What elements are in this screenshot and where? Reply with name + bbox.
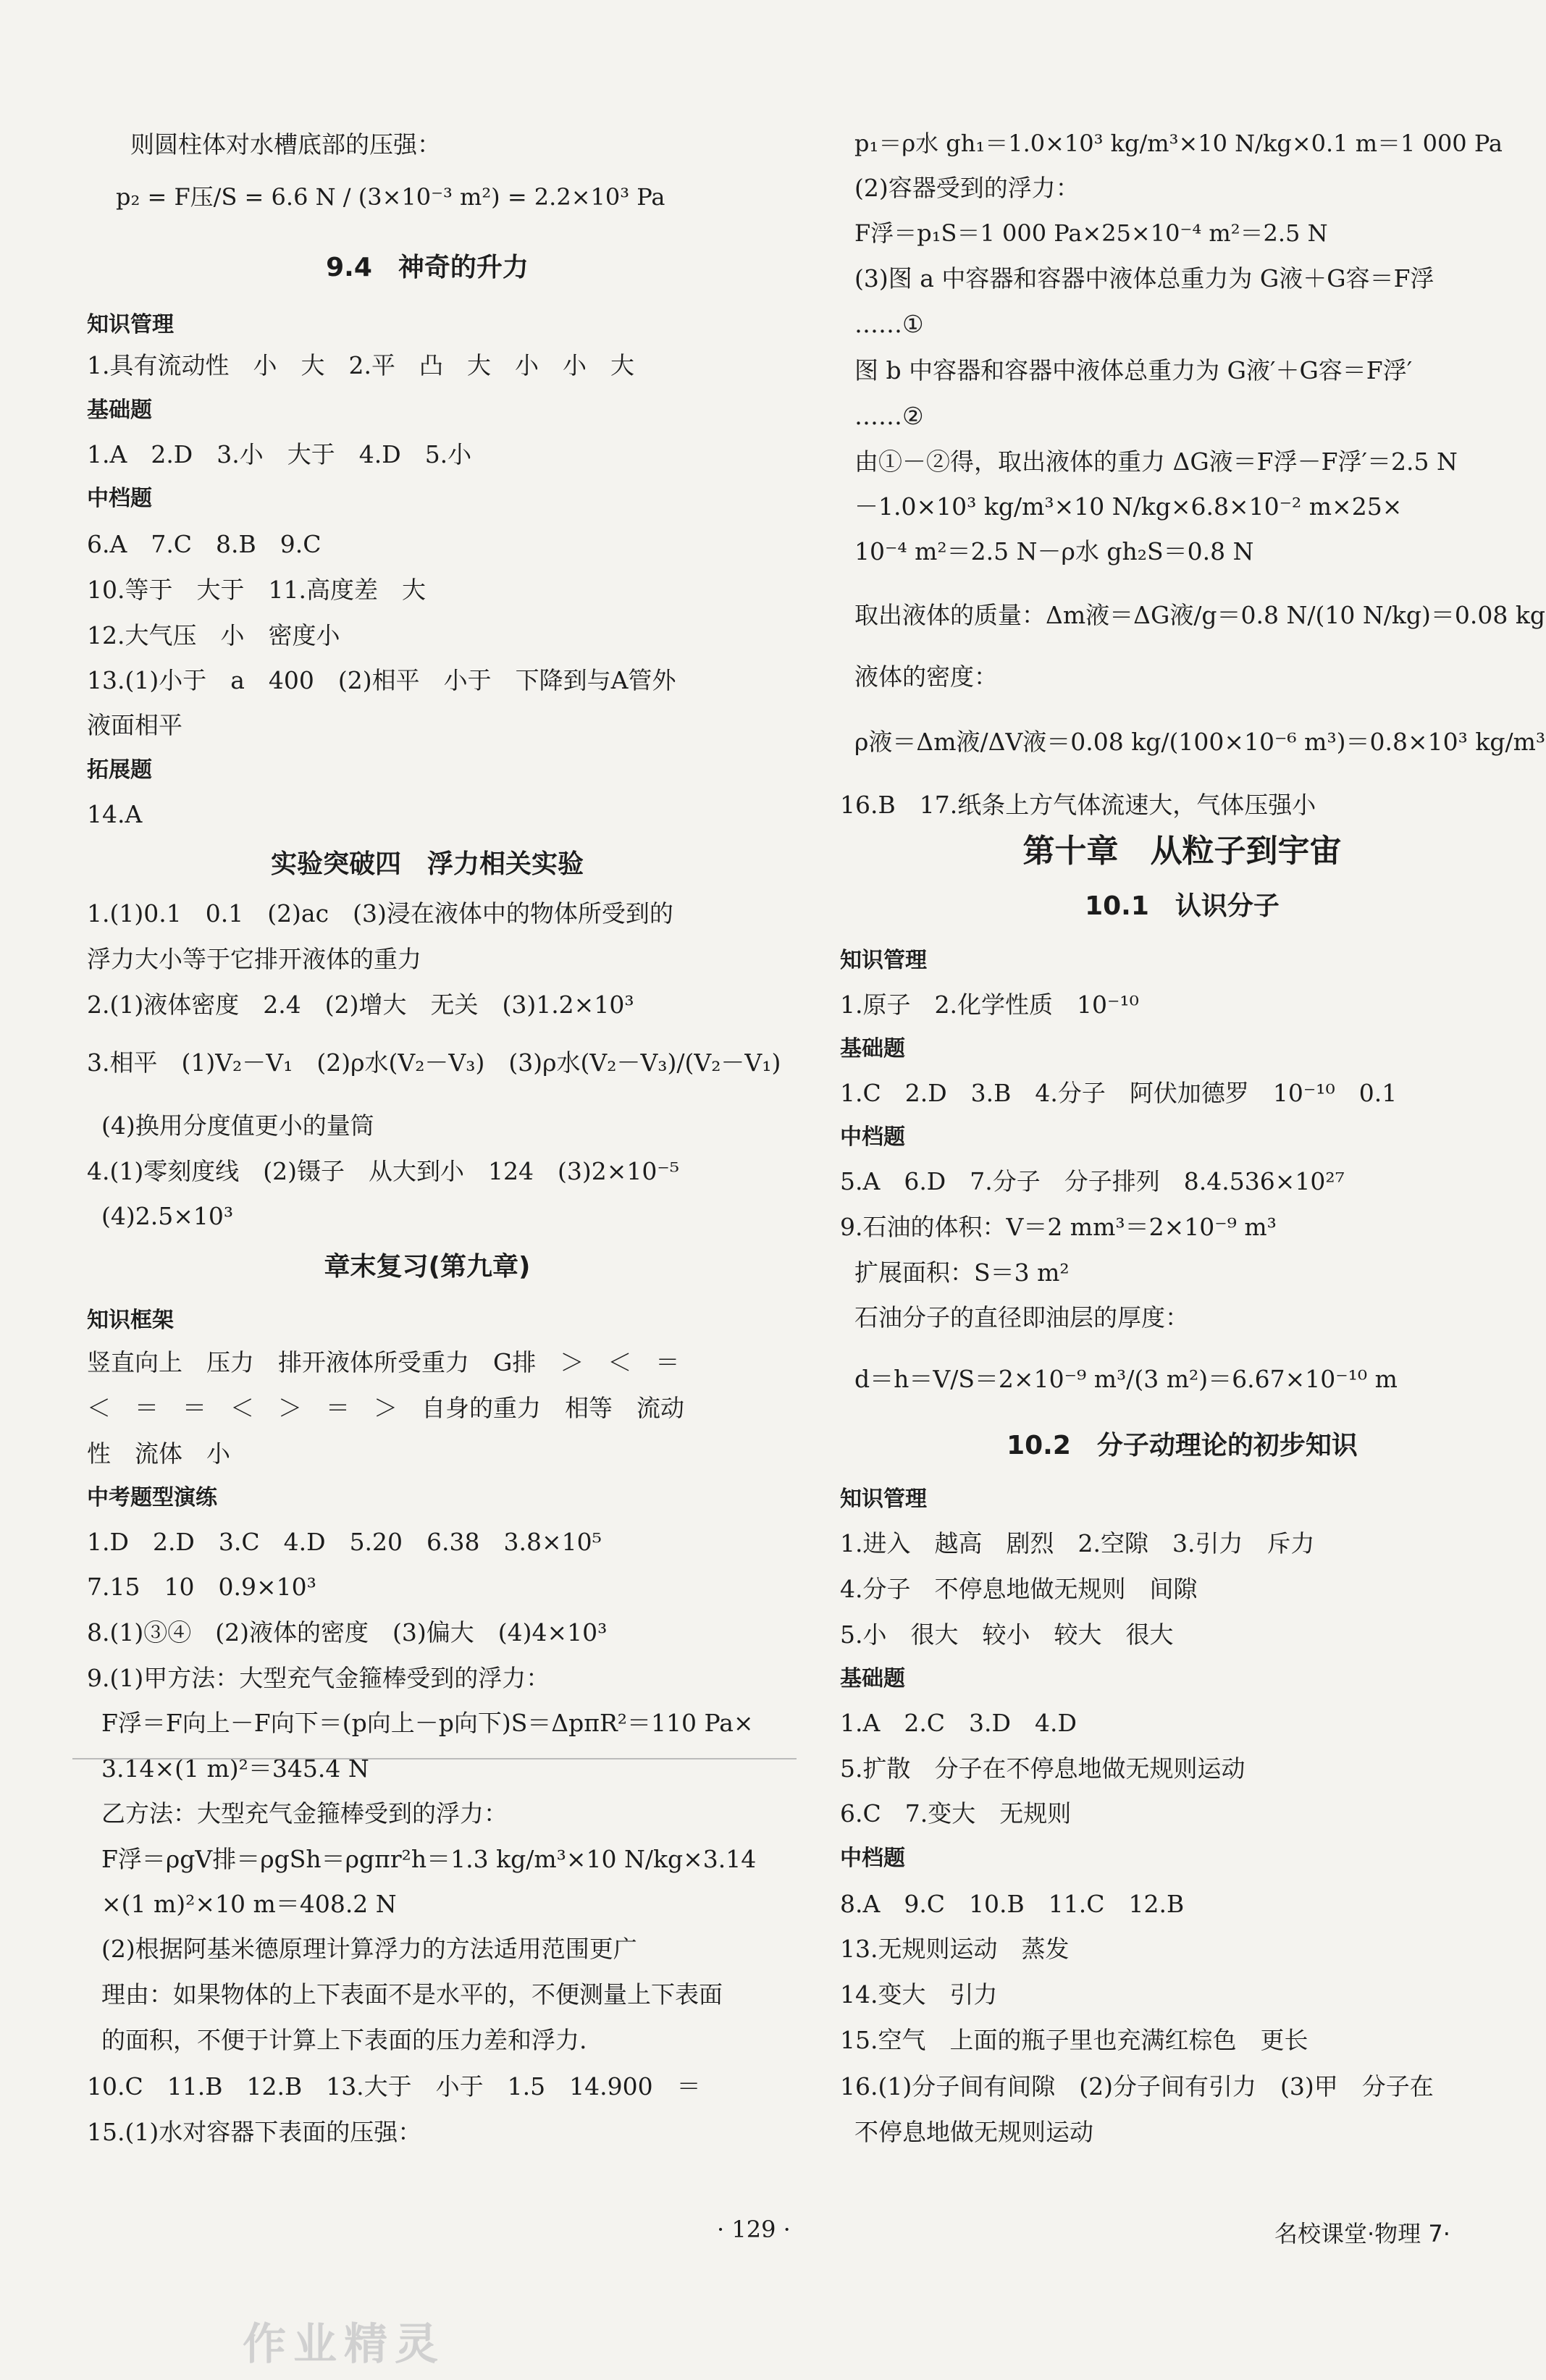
answer-line: 9.(1)甲方法：大型充气金箍棒受到的浮力： <box>87 1664 550 1692</box>
answer-line: 5.小 很大 较小 较大 很大 <box>840 1620 1174 1649</box>
equation: F浮＝p₁S＝1 000 Pa×25×10⁻⁴ m²＝2.5 N <box>854 219 1328 247</box>
subsection-label: 知识管理 <box>840 1487 927 1512</box>
answer-line: 13.无规则运动 蒸发 <box>840 1935 1070 1963</box>
subsection-label: 基础题 <box>87 398 152 423</box>
section-title-9-4: 9.4 神奇的升力 <box>326 253 529 282</box>
answer-line: 2.(1)液体密度 2.4 (2)增大 无关 (3)1.2×10³ <box>87 991 634 1019</box>
section-title-review: 章末复习(第九章) <box>324 1252 531 1282</box>
answer-line: 4.(1)零刻度线 (2)镊子 从大到小 124 (3)2×10⁻⁵ <box>87 1157 679 1185</box>
equation: d＝h＝V/S＝2×10⁻⁹ m³/(3 m²)＝6.67×10⁻¹⁰ m <box>854 1365 1398 1393</box>
subsection-label: 知识管理 <box>840 948 927 973</box>
divider <box>72 1758 797 1759</box>
answer-line: (3)图 a 中容器和容器中液体总重力为 G液＋G容＝F浮 <box>854 264 1434 293</box>
answer-line: 14.变大 引力 <box>840 1980 998 2009</box>
answer-line: (4)换用分度值更小的量筒 <box>101 1111 374 1140</box>
answer-line: 的面积，不便于计算上下表面的压力差和浮力. <box>101 2026 587 2054</box>
answer-line: ……② <box>854 402 924 430</box>
section-title-10-1: 10.1 认识分子 <box>1085 891 1280 921</box>
answer-line: 1.原子 2.化学性质 10⁻¹⁰ <box>840 991 1139 1019</box>
answer-line: 8.A 9.C 10.B 11.C 12.B <box>840 1890 1185 1918</box>
answer-line: 3.相平 (1)V₂－V₁ (2)ρ水(V₂－V₃) (3)ρ水(V₂－V₃)/(V₂－V₁) <box>87 1048 781 1077</box>
answer-line: 1.进入 越高 剧烈 2.空隙 3.引力 斥力 <box>840 1529 1315 1557</box>
answer-line: 10.C 11.B 12.B 13.大于 小于 1.5 14.900 ＝ <box>87 2072 701 2101</box>
answer-line: 1.具有流动性 小 大 2.平 凸 大 小 小 大 <box>87 351 634 379</box>
section-title-experiment: 实验突破四 浮力相关实验 <box>270 849 584 879</box>
answer-line: 竖直向上 压力 排开液体所受重力 G排 ＞ ＜ ＝ <box>87 1348 680 1376</box>
answer-line: 6.A 7.C 8.B 9.C <box>87 530 322 558</box>
answer-line: 5.A 6.D 7.分子 分子排列 8.4.536×10²⁷ <box>840 1167 1345 1195</box>
answer-line: 12.大气压 小 密度小 <box>87 621 340 649</box>
subsection-label: 中考题型演练 <box>87 1485 217 1510</box>
subsection-label: 基础题 <box>840 1036 905 1061</box>
answer-line: 13.(1)小于 a 400 (2)相平 小于 下降到与A管外 <box>87 666 676 694</box>
answer-line: 7.15 10 0.9×10³ <box>87 1573 316 1601</box>
answer-line: ……① <box>854 310 924 338</box>
answer-line: 图 b 中容器和容器中液体总重力为 G液′＋G容＝F浮′ <box>854 356 1413 384</box>
equation: 3.14×(1 m)²＝345.4 N <box>101 1754 369 1783</box>
answer-line: 不停息地做无规则运动 <box>854 2118 1093 2146</box>
answer-line: 8.(1)③④ (2)液体的密度 (3)偏大 (4)4×10³ <box>87 1618 608 1647</box>
answer-line: (4)2.5×10³ <box>101 1202 234 1230</box>
answer-line: 1.A 2.C 3.D 4.D <box>840 1709 1077 1737</box>
answer-line: 液面相平 <box>87 711 182 739</box>
answer-line: 1.(1)0.1 0.1 (2)ac (3)浸在液体中的物体所受到的 <box>87 899 673 928</box>
equation: F浮＝F向上－F向下＝(p向上－p向下)S＝ΔpπR²＝110 Pa× <box>101 1709 754 1737</box>
text-line: 则圆柱体对水槽底部的压强： <box>130 130 441 159</box>
answer-line: 1.A 2.D 3.小 大于 4.D 5.小 <box>87 440 472 468</box>
answer-line: (2)容器受到的浮力： <box>854 174 1080 202</box>
equation: p₂ = F压/S = 6.6 N / (3×10⁻³ m²) = 2.2×10³ Pa <box>116 183 665 211</box>
answer-line: 5.扩散 分子在不停息地做无规则运动 <box>840 1754 1245 1783</box>
footer-label: 名校课堂·物理 7· <box>1274 2220 1450 2247</box>
answer-line: 14.A <box>87 800 143 828</box>
subsection-label: 拓展题 <box>87 757 152 783</box>
chapter-title: 第十章 从粒子到宇宙 <box>1022 833 1342 870</box>
equation: F浮＝ρgV排＝ρgSh＝ρgπr²h＝1.3 kg/m³×10 N/kg×3.14 <box>101 1845 757 1873</box>
equation: 10⁻⁴ m²＝2.5 N－ρ水 gh₂S＝0.8 N <box>854 537 1254 565</box>
answer-line: 1.D 2.D 3.C 4.D 5.20 6.38 3.8×10⁵ <box>87 1528 602 1556</box>
answer-line: 4.分子 不停息地做无规则 间隙 <box>840 1575 1198 1603</box>
subsection-label: 知识框架 <box>87 1308 174 1333</box>
answer-line: 15.(1)水对容器下表面的压强： <box>87 2118 422 2146</box>
answer-line: 1.C 2.D 3.B 4.分子 阿伏加德罗 10⁻¹⁰ 0.1 <box>840 1079 1398 1107</box>
subsection-label: 知识管理 <box>87 312 174 337</box>
answer-line: 性 流体 小 <box>87 1439 230 1468</box>
answer-line: 石油分子的直径即油层的厚度： <box>854 1303 1189 1332</box>
equation: p₁＝ρ水 gh₁＝1.0×10³ kg/m³×10 N/kg×0.1 m＝1 000 Pa <box>854 130 1503 157</box>
subsection-label: 中档题 <box>840 1846 905 1871</box>
subsection-label: 中档题 <box>840 1124 905 1150</box>
answer-line: 9.石油的体积：V＝2 mm³＝2×10⁻⁹ m³ <box>840 1213 1277 1241</box>
answer-line: 理由：如果物体的上下表面不是水平的，不便测量上下表面 <box>101 1980 723 2009</box>
answer-line: 浮力大小等于它排开液体的重力 <box>87 945 421 973</box>
equation: －1.0×10³ kg/m³×10 N/kg×6.8×10⁻² m×25× <box>854 492 1403 521</box>
answer-line: 液体的密度： <box>854 663 998 691</box>
equation: ρ液＝Δm液/ΔV液＝0.08 kg/(100×10⁻⁶ m³)＝0.8×10³ kg/m³ <box>854 728 1546 756</box>
equation: 由①－②得，取出液体的重力 ΔG液＝F浮－F浮′＝2.5 N <box>854 447 1458 476</box>
subsection-label: 基础题 <box>840 1666 905 1691</box>
watermark: 作业精灵 <box>243 2319 445 2370</box>
section-title-10-2: 10.2 分子动理论的初步知识 <box>1007 1431 1358 1460</box>
page-number: · 129 · <box>717 2216 791 2243</box>
answer-line: 16.(1)分子间有间隙 (2)分子间有引力 (3)甲 分子在 <box>840 2072 1434 2101</box>
equation: ×(1 m)²×10 m＝408.2 N <box>101 1890 397 1918</box>
answer-line: 16.B 17.纸条上方气体流速大，气体压强小 <box>840 791 1316 819</box>
answer-line: (2)根据阿基米德原理计算浮力的方法适用范围更广 <box>101 1935 637 1963</box>
answer-line: 15.空气 上面的瓶子里也充满红棕色 更长 <box>840 2026 1308 2054</box>
equation: 取出液体的质量：Δm液＝ΔG液/g＝0.8 N/(10 N/kg)＝0.08 kg <box>854 601 1545 629</box>
answer-line: ＜ ＝ ＝ ＜ ＞ ＝ ＞ 自身的重力 相等 流动 <box>87 1394 684 1422</box>
answer-line: 扩展面积：S＝3 m² <box>854 1258 1070 1287</box>
answer-line: 乙方法：大型充气金箍棒受到的浮力： <box>101 1799 508 1828</box>
answer-line: 6.C 7.变大 无规则 <box>840 1799 1072 1828</box>
answer-line: 10.等于 大于 11.高度差 大 <box>87 576 426 604</box>
subsection-label: 中档题 <box>87 486 152 511</box>
